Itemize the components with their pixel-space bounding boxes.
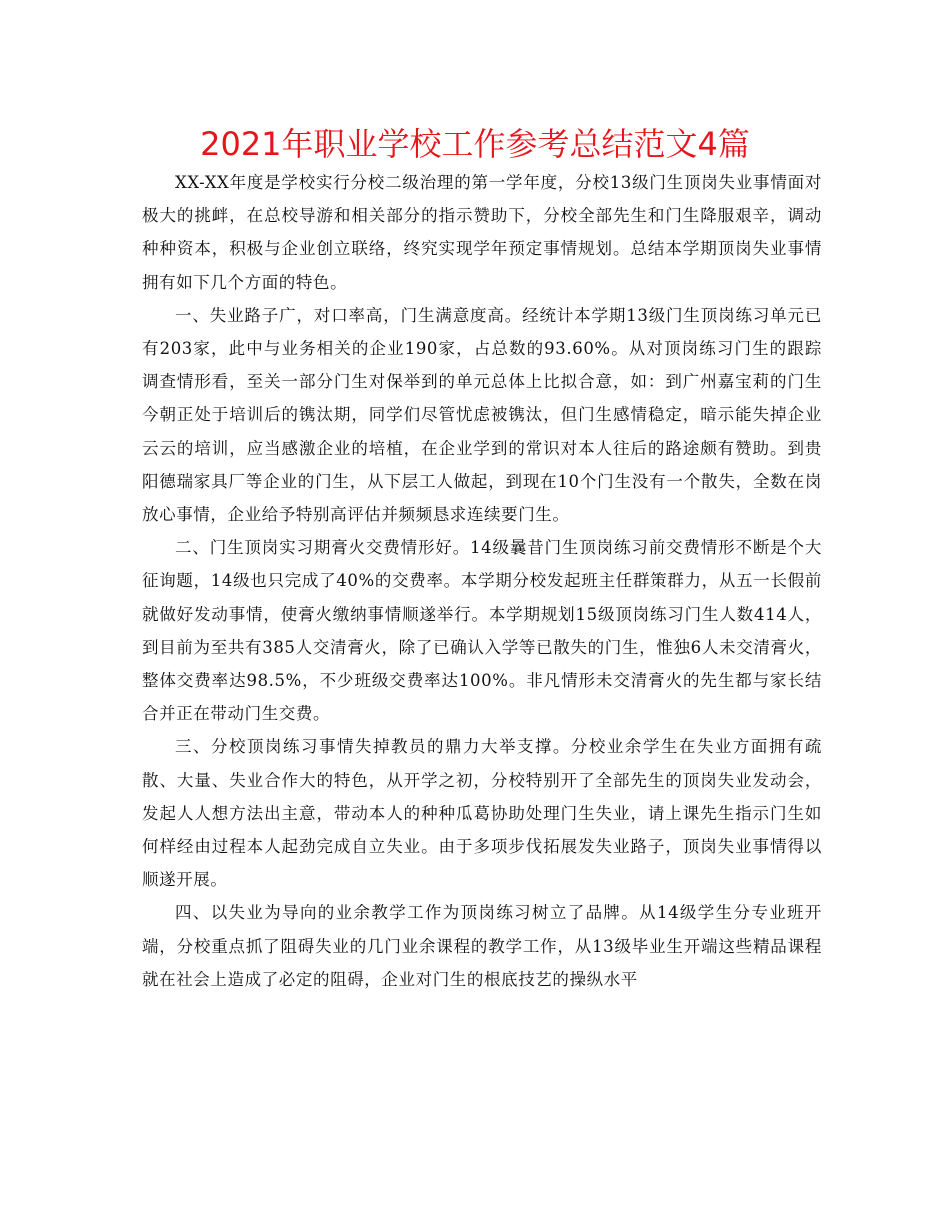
paragraph-teaching: 四、以失业为导向的业余教学工作为顶岗练习树立了品牌。从14级学生分专业班开端，分校重点抓了阻碍失业的几门业余课程的教学工作，从13级毕业生开端这些精品课程就在社会上造成了必定的阻碍，企业对门生的根底技艺的操纵水平 <box>142 903 822 989</box>
paragraph-intro: XX-XX年度是学校实行分校二级治理的第一学年度，分校13级门生顶岗失业事情面对极大的挑衅，在总校导游和相关部分的指示赞助下，分校全部先生和门生降服艰辛，调动种种资本，积极与企业创立联络，终究实现学年预定事情规划。总结本学期顶岗失业事情拥有如下几个方面的特色。 <box>142 173 822 292</box>
document-title: 2021年职业学校工作参考总结范文4篇 <box>200 125 750 163</box>
paragraph-employment: 一、失业路子广，对口率高，门生满意度高。经统计本学期13级门生顶岗练习单元已有203家，此中与业务相关的企业190家，占总数的93.60%。从对顶岗练习门生的跟踪调查情形看，至关一部分门生对保举到的单元总体上比拟合意，如：到广州嘉宝莉的门生今朝正处于培训后的镌汰期，同学们尽管忧虑被镌汰，但门生感情稳定，暗示能失掉企业云云的培训，应当感激企业的培植，在企业学到的常识对本人往后的路途颇有赞助。到贵阳德瑞家具厂等企业的门生，从下层工人做起，到现在10个门生没有一个散失，全数在岗放心事情，企业给予特别高评估并频频恳求连续要门生。 <box>142 305 822 525</box>
paragraph-teacher-support: 三、分校顶岗练习事情失掉教员的鼎力大举支撑。分校业余学生在失业方面拥有疏散、大量、失业合作大的特色，从开学之初，分校特别开了全部先生的顶岗失业发动会，发起人人想方法出主意，带动本人的种种瓜葛协助处理门生失业，请上课先生指示门生如何样经由过程本人起劲完成自立失业。由于多项步伐拓展发失业路子，顶岗失业事情得以顺遂开展。 <box>142 737 822 890</box>
paragraph-tuition: 二、门生顶岗实习期膏火交费情形好。14级曩昔门生顶岗练习前交费情形不断是个大征询题，14级也只完成了40%的交费率。本学期分校发起班主任群策群力，从五一长假前就做好发动事情，使膏火缴纳事情顺遂举行。本学期规划15级顶岗练习门生人数414人，到目前为至共有385人交清膏火，除了已确认入学等已散失的门生，惟独6人未交清膏火，整体交费率达98.5%，不少班级交费率达100%。非凡情形未交清膏火的先生都与家长结合并正在带动门生交费。 <box>142 538 822 724</box>
document-body <box>142 166 822 996</box>
